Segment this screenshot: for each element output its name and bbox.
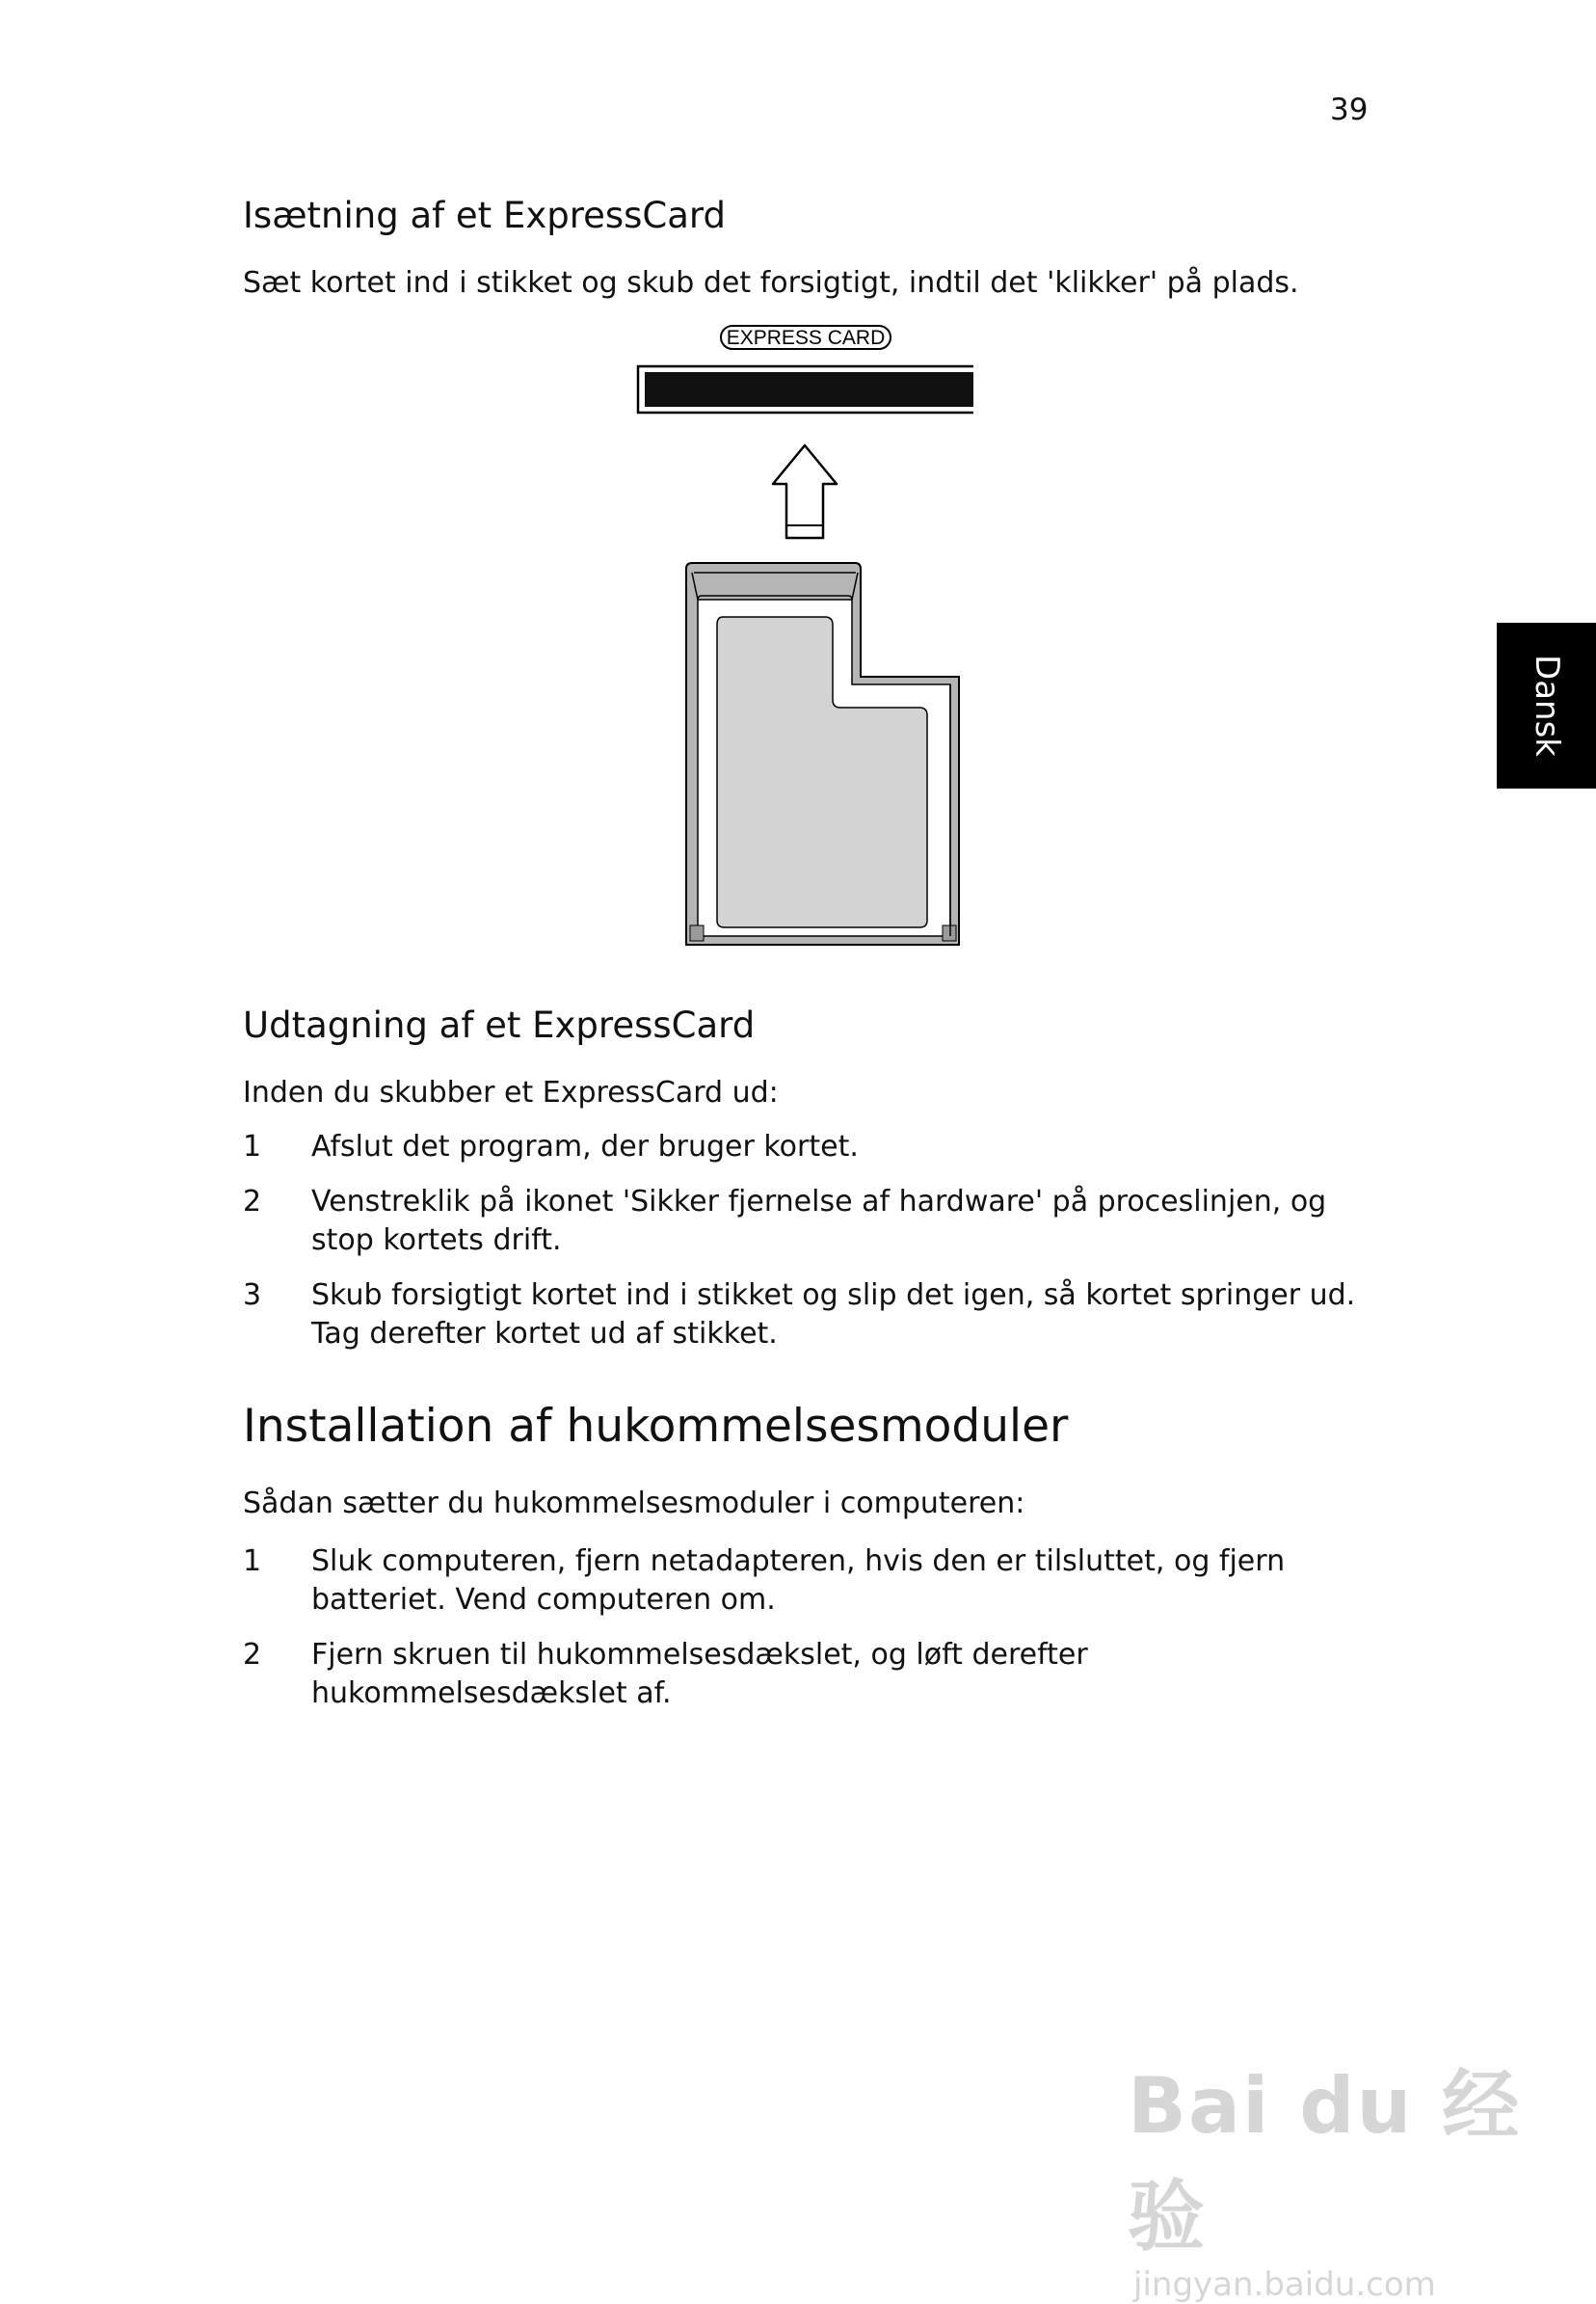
language-tab [1497,623,1596,789]
watermark-url: jingyan.baidu.com [1133,2265,1436,2304]
step-number: 2 [243,1638,262,1672]
step-text-continued: Tag derefter kortet ud af stikket. [311,1317,778,1351]
step-text: Venstreklik på ikonet 'Sikker fjernelse af hardware' på proceslinjen, og [311,1185,1327,1219]
memory-intro: Sådan sætter du hukommelsesmoduler i computeren: [243,1487,1025,1520]
step-number: 1 [243,1544,262,1578]
language-tab-label: Dansk [1527,655,1566,757]
step-number: 1 [243,1130,262,1164]
insert-instruction: Sæt kortet ind i stikket og skub det forsigtigt, indtil det 'klikker' på plads. [243,266,1299,300]
page-number: 39 [1330,93,1369,127]
list-item [243,1542,1399,1620]
step-text-continued: batteriet. Vend computeren om. [311,1583,776,1617]
remove-intro: Inden du skubber et ExpressCard ud: [243,1076,779,1110]
watermark [1128,2044,1596,2304]
card-slot-opening [645,372,973,407]
watermark-brand: Bai du 经验 [1128,2061,1522,2262]
step-number: 3 [243,1278,262,1312]
step-text: Afslut det program, der bruger kortet. [311,1130,859,1164]
step-text: Fjern skruen til hukommelsesdækslet, og løft derefter [311,1638,1088,1672]
list-item [243,1183,1399,1260]
step-text-continued: hukommelsesdækslet af. [311,1676,672,1710]
step-text: Sluk computeren, fjern netadapteren, hvis den er tilsluttet, og fjern [311,1544,1286,1578]
section-heading-remove: Udtagning af et ExpressCard [243,1005,756,1046]
section-heading-insert: Isætning af et ExpressCard [243,195,726,236]
list-item [243,1128,1399,1166]
memory-steps [243,1542,1399,1729]
step-text-continued: stop kortets drift. [311,1223,562,1257]
remove-steps [243,1128,1399,1370]
list-item [243,1276,1399,1353]
slot-label: EXPRESS CARD [726,327,886,349]
insert-arrow-icon [773,445,837,538]
section-heading-memory: Installation af hukommelsesmoduler [243,1400,1069,1453]
expresscard-label-area [717,617,927,927]
step-text: Skub forsigtigt kortet ind i stikket og slip det igen, så kortet springer ud. [311,1278,1356,1312]
step-number: 2 [243,1185,262,1219]
list-item [243,1636,1399,1713]
expresscard-illustration [617,318,973,954]
